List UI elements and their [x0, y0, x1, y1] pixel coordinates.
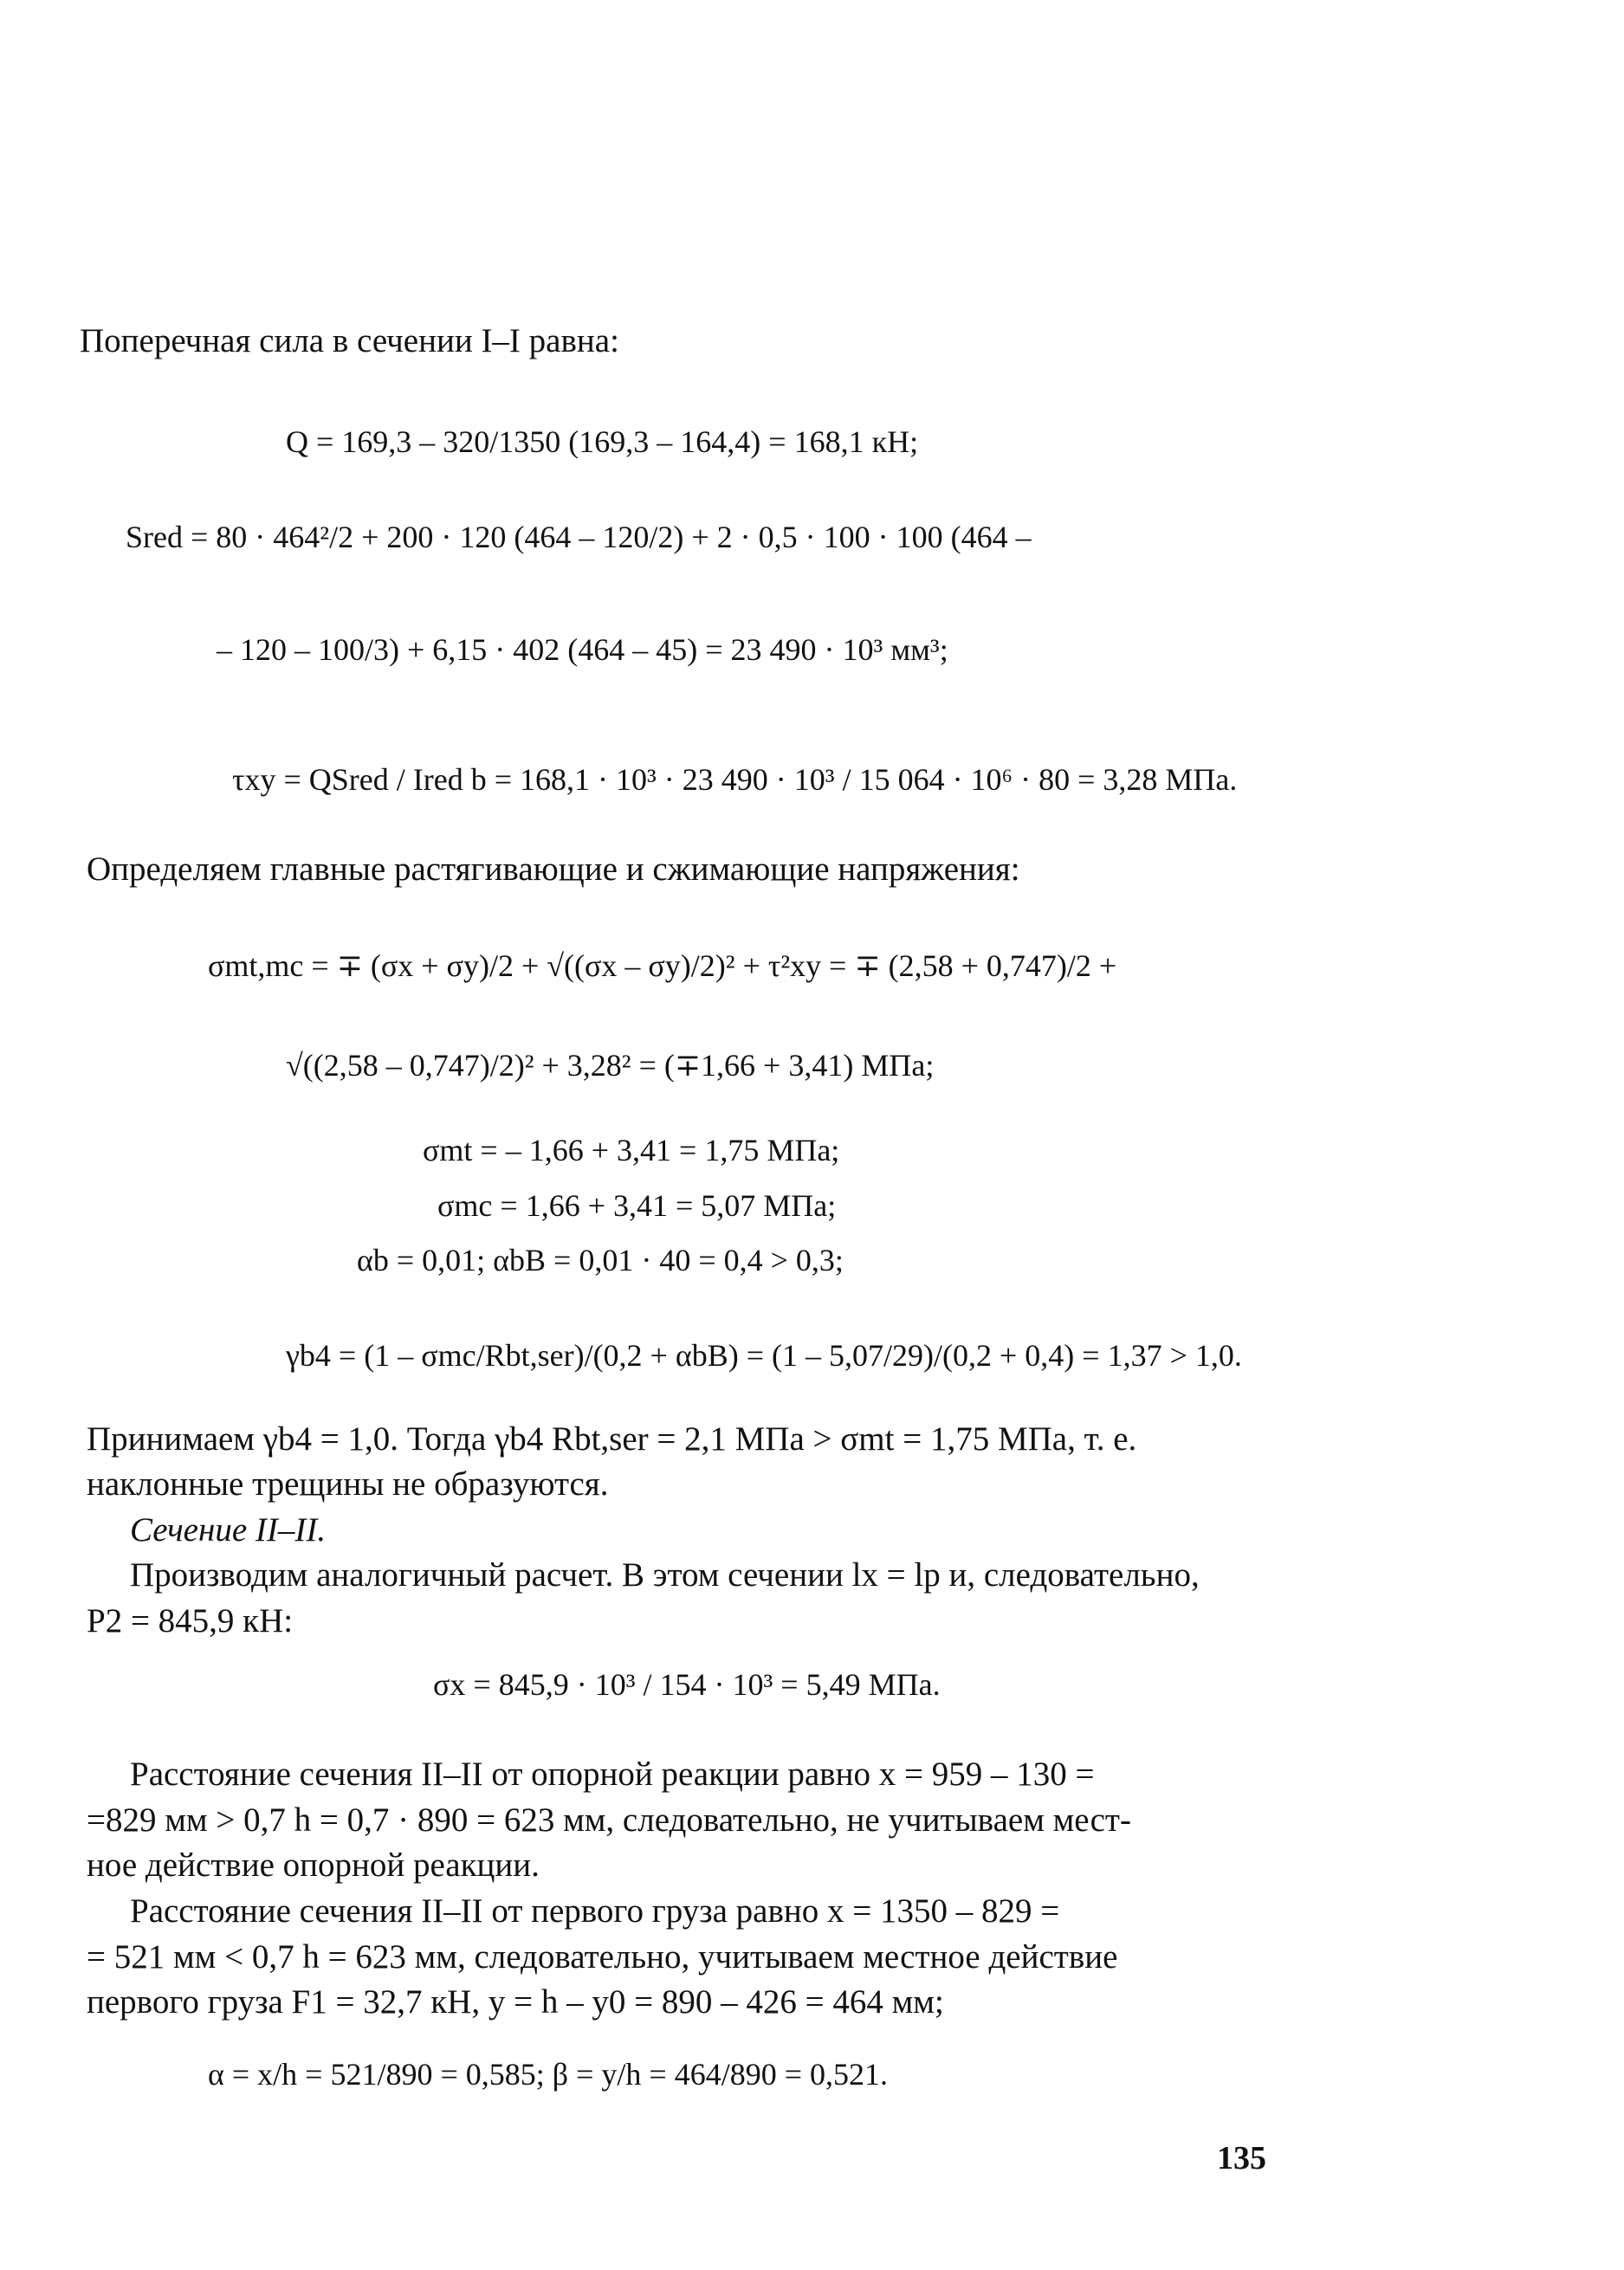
text-line: наклонные трещины не образуются. [87, 1465, 609, 1503]
text-line: Принимаем γb4 = 1,0. Тогда γb4 Rbt,ser = 2,1 МПа > σmt = 1,75 МПа, т. е. [87, 1420, 1137, 1458]
text-line: = 521 мм < 0,7 h = 623 мм, следовательно, учитываем местное действие [87, 1938, 1118, 1976]
text-line: Определяем главные растягивающие и сжимающие напряжения: [87, 850, 1020, 888]
formula-q: Q = 169,3 – 320/1350 (169,3 – 164,4) = 168,1 кН; [286, 424, 919, 459]
formula-sigma-x: σx = 845,9 · 10³ / 154 · 10³ = 5,49 МПа. [433, 1667, 941, 1702]
formula-alpha-b: αb = 0,01; αbB = 0,01 · 40 = 0,4 > 0,3; [357, 1243, 844, 1277]
formula-tau: τxy = QSred / Ired b = 168,1 · 10³ · 23 490 · 10³ / 15 064 · 10⁶ · 80 = 3,28 МПа. [232, 762, 1238, 797]
text-line: первого груза F1 = 32,7 кН, y = h – y0 = 890 – 426 = 464 мм; [87, 1983, 944, 2021]
formula-gamma-b4: γb4 = (1 – σmc/Rbt,ser)/(0,2 + αbB) = (1 – 5,07/29)/(0,2 + 0,4) = 1,37 > 1,0. [286, 1338, 1242, 1373]
text-line: Поперечная сила в сечении I–I равна: [80, 322, 619, 359]
formula-sigma-main: σmt,mc = ∓ (σx + σy)/2 + √((σx – σy)/2)² + τ²xy = ∓ (2,58 + 0,747)/2 + [208, 948, 1117, 983]
formula-sred-cont: – 120 – 100/3) + 6,15 · 402 (464 – 45) = 23 490 · 10³ мм³; [217, 632, 948, 667]
text-line: =829 мм > 0,7 h = 0,7 · 890 = 623 мм, следовательно, не учитываем мест- [87, 1801, 1131, 1839]
formula-sred: Sred = 80 · 464²/2 + 200 · 120 (464 – 120/2) + 2 · 0,5 · 100 · 100 (464 – [126, 520, 1032, 554]
formula-alpha-beta: α = x/h = 521/890 = 0,585; β = y/h = 464/890 = 0,521. [208, 2057, 889, 2092]
text-line: Расстояние сечения II–II от первого груза равно x = 1350 – 829 = [130, 1892, 1060, 1930]
text-line: Производим аналогичный расчет. В этом сечении lx = lp и, следовательно, [130, 1556, 1200, 1594]
section-heading: Сечение II–II. [130, 1511, 327, 1549]
text-line: P2 = 845,9 кН: [87, 1602, 294, 1639]
page-number: 135 [1217, 2140, 1266, 2176]
formula-sigma-mc: σmc = 1,66 + 3,41 = 5,07 МПа; [437, 1188, 837, 1223]
formula-sigma-sqrt: √((2,58 – 0,747)/2)² + 3,28² = (∓1,66 + 3,41) МПа; [286, 1048, 935, 1083]
formula-sigma-mt: σmt = – 1,66 + 3,41 = 1,75 МПа; [423, 1133, 840, 1167]
text-line: ное действие опорной реакции. [87, 1846, 540, 1884]
text-line: Расстояние сечения II–II от опорной реакции равно x = 959 – 130 = [130, 1756, 1095, 1793]
